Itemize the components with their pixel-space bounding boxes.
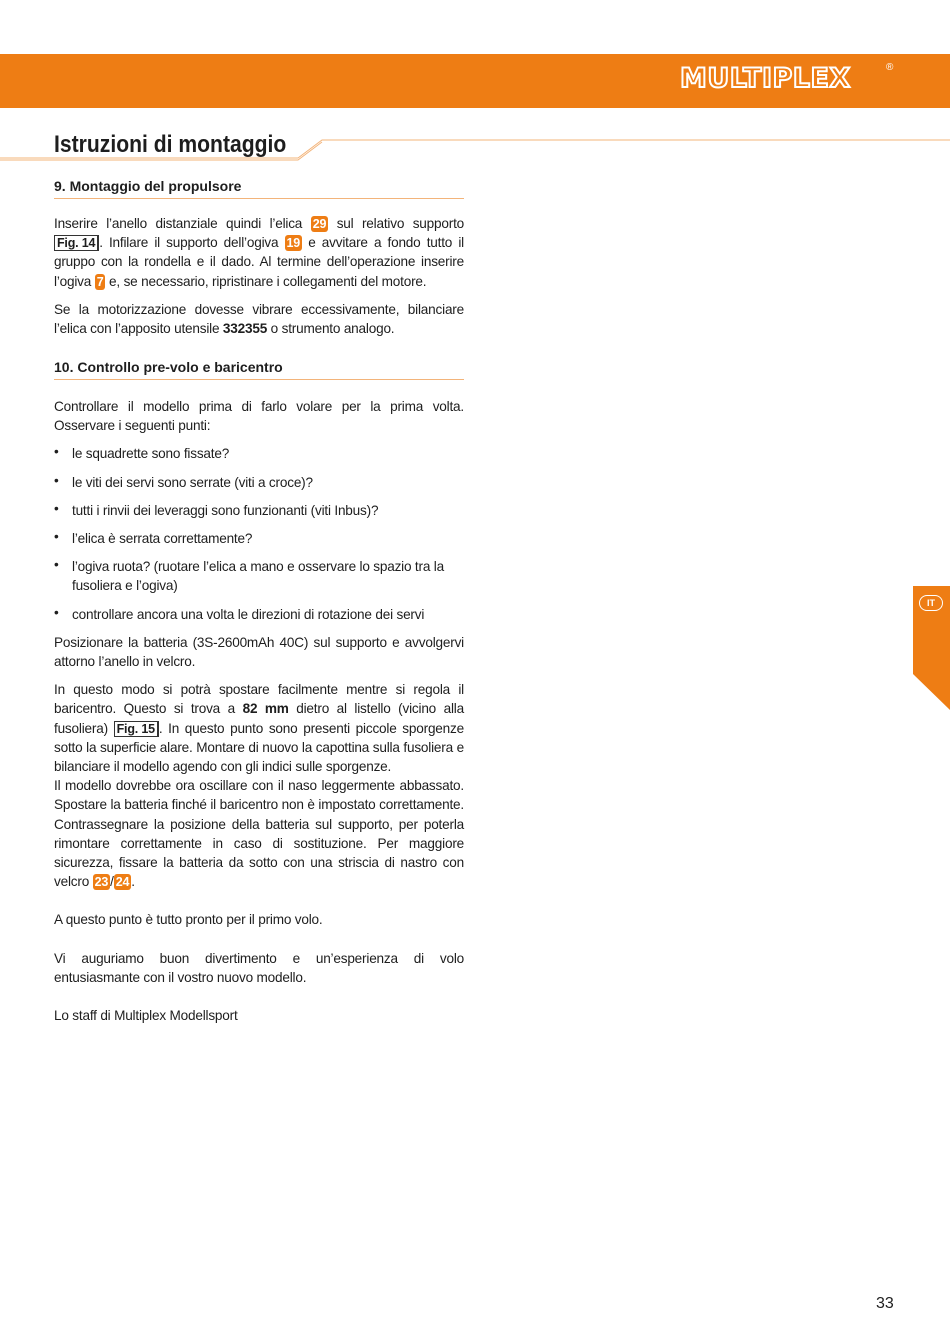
- paragraph-cg: [54, 680, 464, 776]
- list-item: [54, 501, 464, 520]
- bullet-icon: •: [54, 472, 59, 488]
- section-9-heading: 9. Montaggio del propulsore: [54, 178, 464, 199]
- text-run: . In questo punto sono presenti piccole sporgenze sotto la superficie alare. Montare di nuovo la capottina sulla fusoliera e bilanciare il modello agendo con gli indici sulle sporgenze.: [54, 720, 464, 775]
- paragraph-balancing: [54, 300, 464, 338]
- section-10: [54, 359, 464, 380]
- paragraph-propeller: [54, 214, 464, 291]
- part-number-badge: 23: [94, 875, 109, 890]
- part-number-badge: 29: [312, 217, 327, 231]
- list-item-text: l’elica è serrata correttamente?: [72, 531, 253, 547]
- text-run: sul relativo supporto: [328, 216, 465, 231]
- section-9-body: [54, 214, 464, 338]
- paragraph-ready: A questo punto è tutto pronto per il primo volo.: [54, 912, 323, 928]
- signature: Lo staff di Multiplex Modellsport: [54, 1008, 238, 1024]
- bullet-icon: •: [54, 604, 59, 620]
- brand-logo: MULTIPLEX: [680, 63, 851, 94]
- text-run: In questo modo si potrà spostare facilmente mentre si regola il baricentro. Questo si trova a: [54, 682, 464, 717]
- text-run: Inserire l’anello distanziale quindi l’elica: [54, 216, 311, 231]
- part-number-badge: 7: [96, 274, 104, 289]
- cg-distance: 82 mm: [242, 701, 289, 717]
- section-10-body: [54, 397, 464, 1025]
- section-9: [54, 178, 464, 199]
- list-item: [54, 529, 464, 548]
- paragraph-cg-adjust: [54, 776, 464, 891]
- text-run: .: [131, 874, 135, 890]
- registered-mark: ®: [886, 62, 894, 73]
- list-item: [54, 444, 464, 463]
- page-number: 33: [876, 1295, 894, 1312]
- paragraph-intro: Controllare il modello prima di farlo volare per la prima volta. Osservare i seguenti punti:: [54, 399, 464, 434]
- bullet-icon: •: [54, 500, 59, 516]
- figure-reference: Fig. 14: [54, 235, 99, 251]
- text-run: /: [110, 874, 114, 890]
- language-badge: IT: [919, 595, 943, 611]
- bullet-icon: •: [54, 444, 59, 460]
- paragraph-battery: Posizionare la batteria (3S-2600mAh 40C) sul supporto e avvolgervi attorno l’anello in velcro.: [54, 634, 464, 670]
- text-run: dietro al listello (vicino alla fusoliera): [54, 701, 464, 736]
- list-item-text: tutti i rinvii dei leveraggi sono funzionanti (viti Inbus)?: [72, 502, 379, 518]
- tool-number: 332355: [222, 321, 268, 337]
- list-item-text: le viti dei servi sono serrate (viti a croce)?: [72, 474, 313, 490]
- text-run: . Infilare il supporto dell’ogiva: [99, 235, 285, 251]
- paragraph-wish: Vi auguriamo buon divertimento e un’esperienza di volo entusiasmante con il vostro nuovo modello.: [54, 950, 464, 985]
- list-item-text: l’ogiva ruota? (ruotare l’elica a mano e osservare lo spazio tra la fusoliera e l’ogiva): [72, 559, 444, 594]
- part-number-badge: 19: [286, 236, 301, 251]
- text-run: e avvitare a fondo tutto il gruppo con la rondella e il dado. Al termine dell’operazione inserire l’ogiva: [54, 235, 464, 289]
- page-title: Istruzioni di montaggio: [54, 131, 287, 158]
- figure-reference: Fig. 15: [114, 721, 159, 737]
- section-10-heading: 10. Controllo pre-volo e baricentro: [54, 359, 464, 380]
- list-item: [54, 605, 464, 624]
- bullet-icon: •: [54, 557, 59, 573]
- text-run: Se la motorizzazione dovesse vibrare eccessivamente, bilanciare l’elica con l’apposito utensile: [54, 301, 464, 337]
- list-item: [54, 557, 464, 595]
- bullet-icon: •: [54, 529, 59, 545]
- text-run: e, se necessario, ripristinare i collegamenti del motore.: [105, 273, 427, 289]
- list-item: [54, 473, 464, 492]
- title-area: [0, 128, 950, 164]
- text-run: Il modello dovrebbe ora oscillare con il naso leggermente abbassato. Spostare la batteria finché il baricentro non è impostato correttamente. Contrassegnare la posizione della batteria sul supporto, per poterla rimontare correttamente in caso di sostituzione. Per maggiore sicurezza, fissare la batteria da sotto con una striscia di nastro con velcro: [54, 778, 464, 890]
- list-item-text: controllare ancora una volta le direzioni di rotazione dei servi: [72, 606, 425, 622]
- list-item-text: le squadrette sono fissate?: [72, 446, 230, 462]
- text-run: o strumento analogo.: [267, 321, 395, 337]
- part-number-badge: 24: [115, 875, 130, 890]
